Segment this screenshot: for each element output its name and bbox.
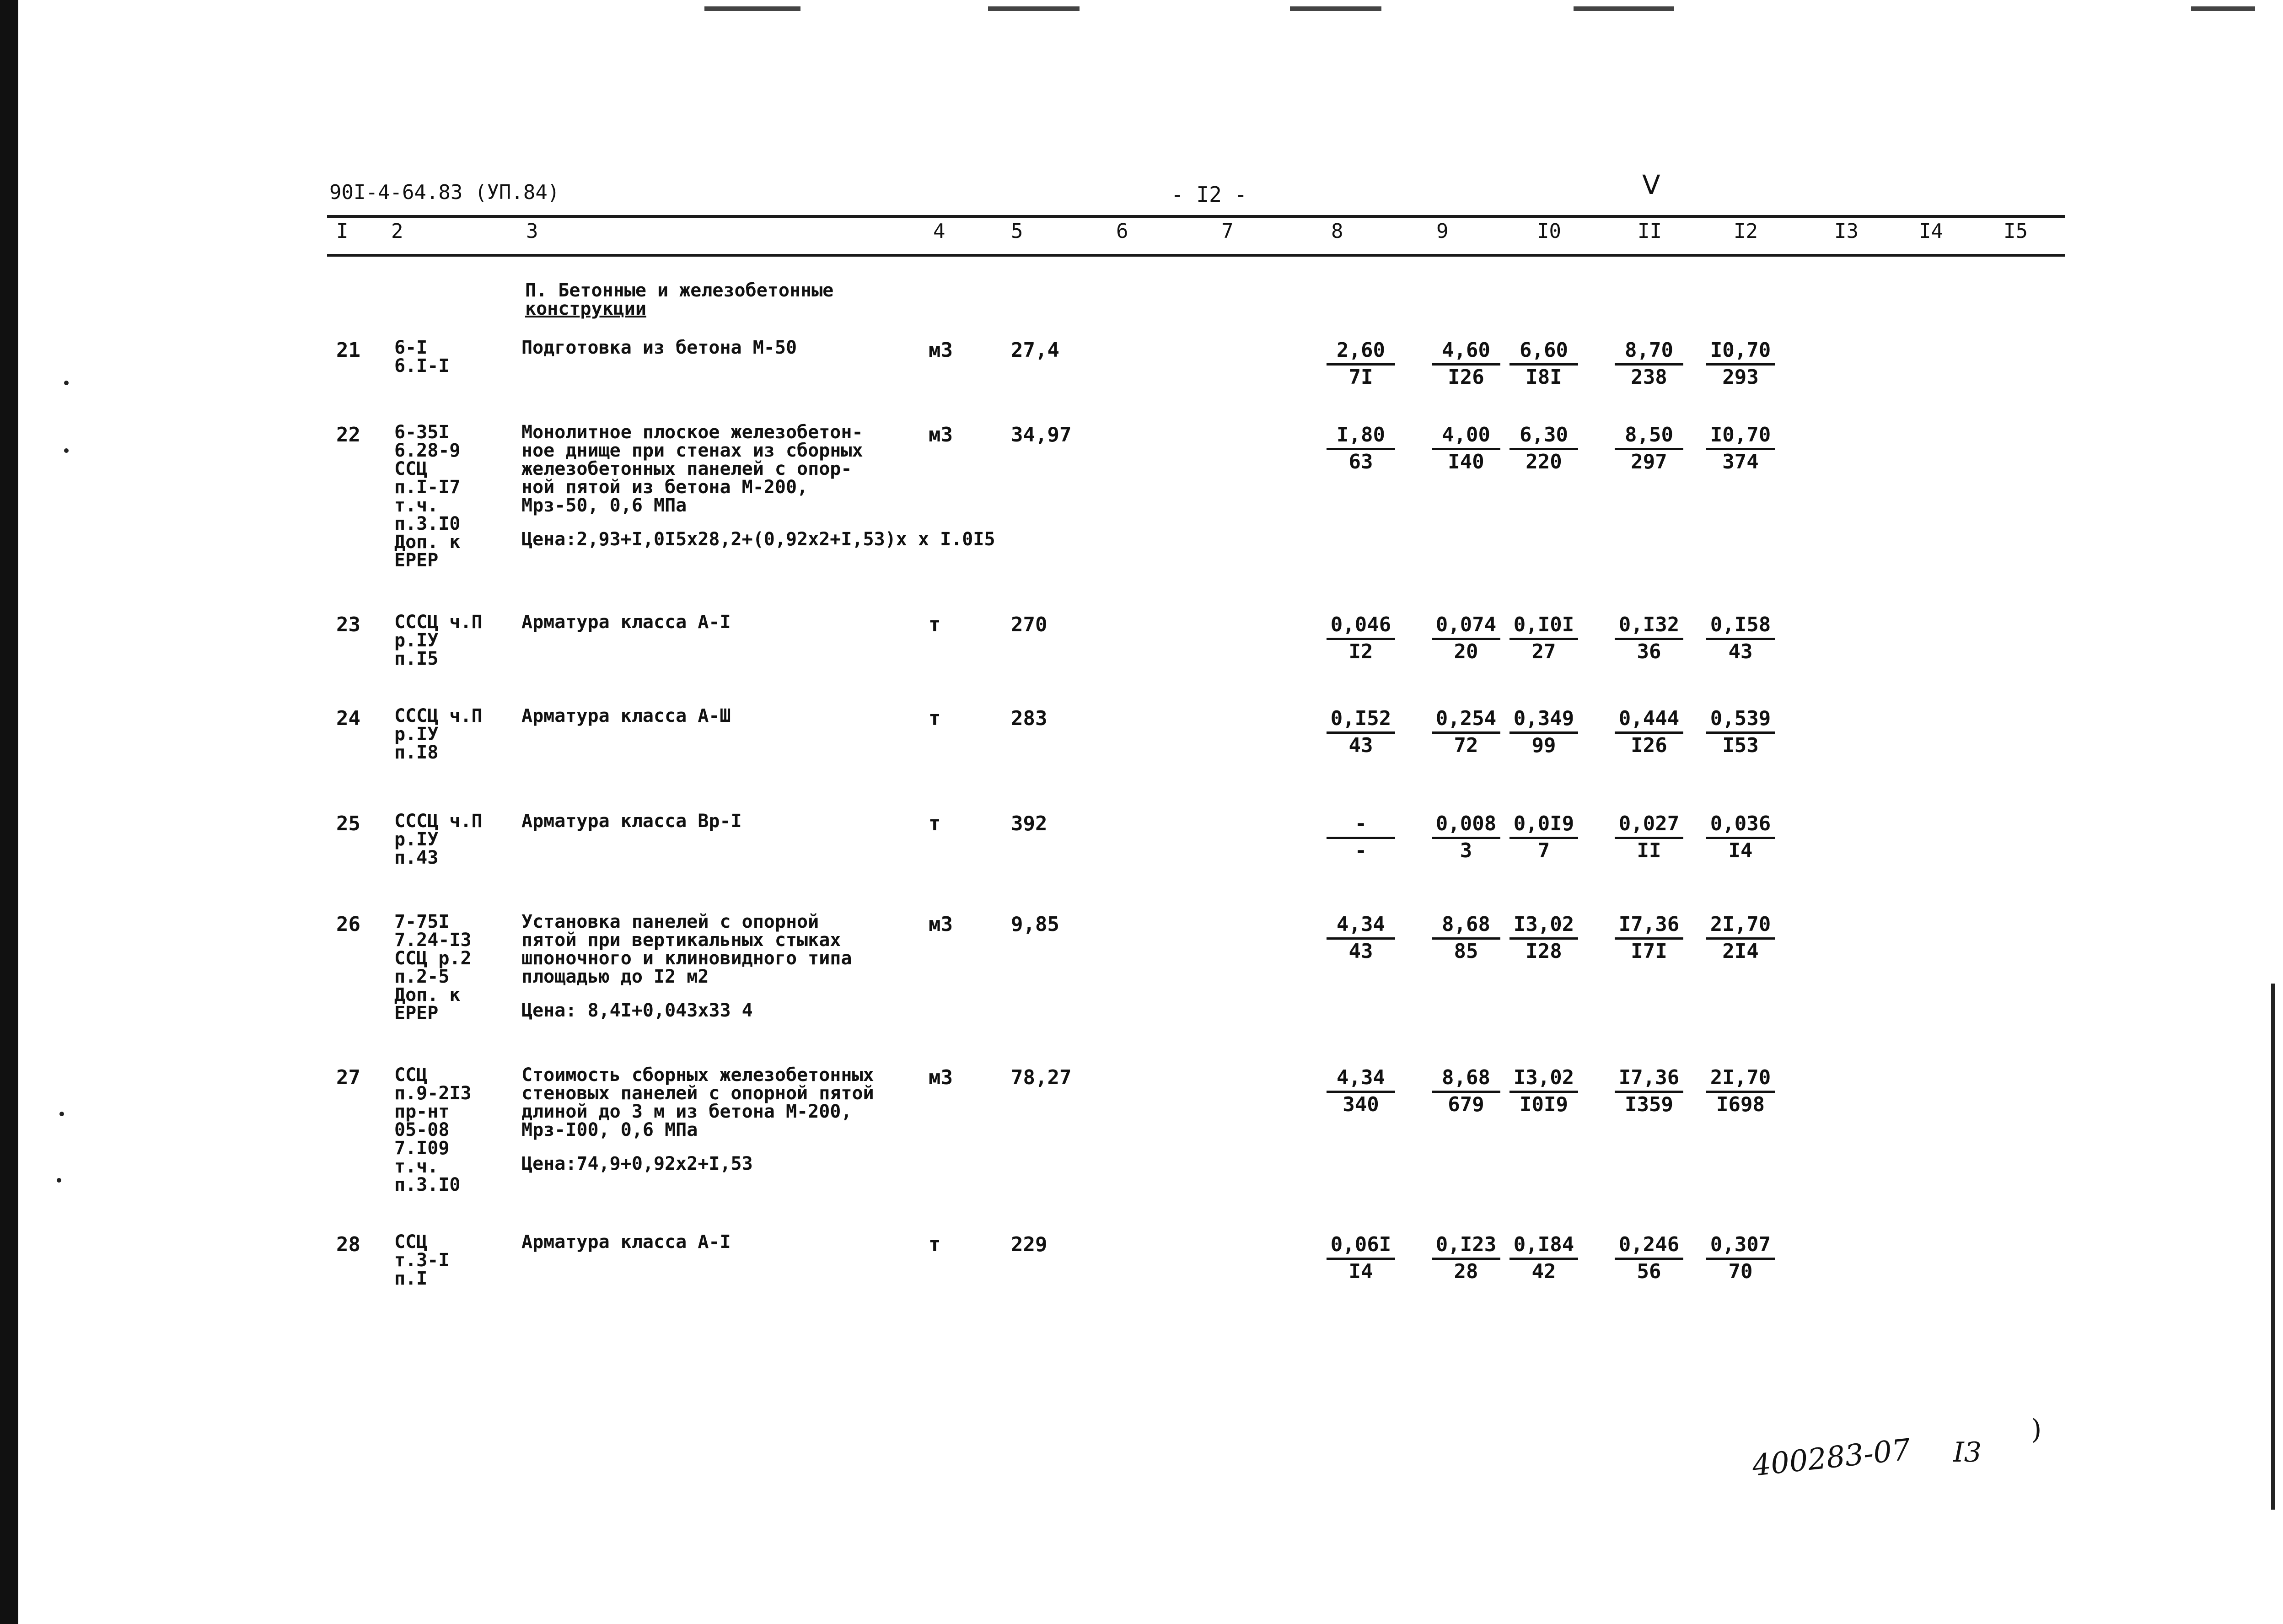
work-description: [521, 812, 742, 830]
code-line: 6.28-9: [394, 440, 461, 461]
row-number: 21: [336, 339, 360, 362]
quantity-cost-cell: [1615, 1066, 1683, 1117]
work-description: [521, 423, 995, 549]
quantity-cost-cell: [1615, 339, 1683, 389]
cost-value: I7I: [1631, 939, 1667, 963]
quantity-value: I7,36: [1615, 913, 1683, 940]
unit-price: 229: [1011, 1233, 1047, 1256]
cost-value: I53: [1722, 733, 1759, 757]
quantity-value: 0,307: [1706, 1233, 1775, 1260]
row-number: 27: [336, 1066, 360, 1089]
quantity-cost-cell: [1327, 707, 1395, 758]
row-number: 25: [336, 812, 360, 835]
row-number: 22: [336, 423, 360, 446]
check-mark: V: [1642, 169, 1660, 200]
cost-value: 3: [1460, 839, 1472, 862]
cost-value: 72: [1454, 733, 1478, 757]
code-line: 7.I09: [394, 1138, 450, 1159]
row-number: 28: [336, 1233, 360, 1256]
cost-value: I40: [1448, 450, 1484, 473]
cost-value: 340: [1343, 1092, 1379, 1116]
cost-value: 56: [1637, 1259, 1661, 1283]
unit-price: 283: [1011, 707, 1047, 730]
normative-codes: [394, 913, 472, 1022]
quantity-cost-cell: [1432, 423, 1500, 474]
work-description: [521, 707, 731, 725]
cost-value: 27: [1531, 640, 1556, 663]
unit-of-measure: т: [929, 613, 941, 636]
margin-mark: ): [2031, 1414, 2042, 1446]
unit-of-measure: м3: [929, 1066, 953, 1089]
cost-value: 297: [1631, 450, 1667, 473]
description-line: Подготовка из бетона М-50: [521, 337, 797, 358]
cost-value: 293: [1722, 365, 1759, 389]
code-line: 6.I-I: [394, 355, 450, 376]
work-description: [521, 913, 852, 1020]
quantity-value: 0,I0I: [1509, 613, 1578, 640]
unit-of-measure: м3: [929, 339, 953, 362]
quantity-value: 0,I23: [1432, 1233, 1500, 1260]
quantity-value: 0,046: [1327, 613, 1395, 640]
quantity-cost-cell: [1706, 913, 1775, 963]
cost-value: I4: [1728, 839, 1753, 862]
unit-of-measure: т: [929, 1233, 941, 1256]
code-line: п.I8: [394, 742, 439, 763]
quantity-value: 8,70: [1615, 339, 1683, 366]
code-line: 6-35I: [394, 422, 450, 443]
code-line: т.3-I: [394, 1250, 450, 1271]
quantity-cost-cell: [1327, 1066, 1395, 1117]
quantity-cost-cell: [1509, 1233, 1578, 1284]
unit-of-measure: т: [929, 707, 941, 730]
quantity-value: 0,I52: [1327, 707, 1395, 734]
unit-price: 27,4: [1011, 339, 1059, 362]
code-line: 7-75I: [394, 911, 450, 932]
cost-value: 7I: [1348, 365, 1373, 389]
code-line: п.I5: [394, 648, 439, 669]
code-line: п.2-5: [394, 966, 450, 987]
quantity-value: 0,539: [1706, 707, 1775, 734]
description-line: Арматура класса А-I: [521, 1231, 731, 1253]
quantity-cost-cell: [1432, 913, 1500, 963]
column-number: 8: [1331, 220, 1343, 243]
scan-speck: [59, 1112, 64, 1116]
cost-value: I26: [1448, 365, 1484, 389]
code-line: СССЦ ч.П: [394, 705, 483, 726]
code-line: ССЦ: [394, 458, 428, 479]
code-line: п.I: [394, 1268, 428, 1289]
quantity-value: I3,02: [1509, 1066, 1578, 1093]
cost-value: I26: [1631, 733, 1667, 757]
quantity-cost-cell: [1432, 1233, 1500, 1284]
quantity-cost-cell: [1432, 707, 1500, 758]
description-line: железобетонных панелей с опор-: [521, 458, 852, 479]
quantity-value: I0,70: [1706, 339, 1775, 366]
quantity-value: 0,074: [1432, 613, 1500, 640]
quantity-value: 0,036: [1706, 812, 1775, 839]
cost-value: I8I: [1526, 365, 1562, 389]
column-number: 9: [1436, 220, 1449, 243]
quantity-cost-cell: [1509, 423, 1578, 474]
quantity-value: 2I,70: [1706, 1066, 1775, 1093]
section-title-line1: П. Бетонные и железобетонные: [525, 280, 834, 301]
quantity-value: 0,444: [1615, 707, 1683, 734]
description-line: ное днище при стенах из сборных: [521, 440, 863, 461]
cost-value: I0I9: [1520, 1092, 1568, 1116]
cost-value: II: [1637, 839, 1661, 862]
section-title: [525, 281, 833, 318]
description-line: Установка панелей с опорной: [521, 911, 819, 932]
quantity-cost-cell: [1706, 339, 1775, 389]
scan-mark: [2191, 6, 2255, 11]
column-number: 3: [526, 220, 538, 243]
description-line: пятой при вертикальных стыках: [521, 930, 841, 951]
quantity-cost-cell: [1706, 707, 1775, 758]
quantity-cost-cell: [1509, 913, 1578, 963]
cost-value: I2: [1348, 640, 1373, 663]
normative-codes: [394, 339, 449, 375]
column-number: I3: [1834, 220, 1859, 243]
quantity-cost-cell: [1615, 1233, 1683, 1284]
scan-speck: [57, 1178, 61, 1183]
quantity-value: 2,60: [1327, 339, 1395, 366]
work-description: [521, 613, 731, 631]
code-line: п.43: [394, 847, 439, 868]
quantity-value: 0,349: [1509, 707, 1578, 734]
work-description: [521, 339, 797, 357]
cost-value: 42: [1531, 1259, 1556, 1283]
scan-mark: [704, 6, 800, 11]
price-formula: Цена: 8,4I+0,043х33 4: [521, 1000, 753, 1021]
normative-codes: [394, 812, 483, 867]
quantity-value: I,80: [1327, 423, 1395, 450]
quantity-cost-cell: [1615, 812, 1683, 863]
code-line: п.3.I0: [394, 513, 461, 534]
scan-edge-right: [2271, 984, 2275, 1510]
cost-value: 70: [1728, 1259, 1753, 1283]
quantity-cost-cell: [1706, 613, 1775, 664]
quantity-value: 2I,70: [1706, 913, 1775, 940]
quantity-value: 0,254: [1432, 707, 1500, 734]
quantity-value: I7,36: [1615, 1066, 1683, 1093]
quantity-value: 4,34: [1327, 913, 1395, 940]
quantity-value: I3,02: [1509, 913, 1578, 940]
cost-value: 679: [1448, 1092, 1484, 1116]
quantity-cost-cell: [1509, 812, 1578, 863]
cost-value: 220: [1526, 450, 1562, 473]
description-line: Арматура класса А-I: [521, 612, 731, 633]
quantity-cost-cell: [1706, 423, 1775, 474]
normative-codes: [394, 1233, 449, 1288]
cost-value: 63: [1348, 450, 1373, 473]
quantity-value: 0,06I: [1327, 1233, 1395, 1260]
cost-value: 43: [1728, 640, 1753, 663]
quantity-value: 0,I32: [1615, 613, 1683, 640]
code-line: ЕРЕР: [394, 1003, 439, 1024]
row-number: 26: [336, 913, 360, 936]
column-number: 2: [391, 220, 403, 243]
table-header-rule: [327, 254, 2065, 257]
quantity-value: 6,30: [1509, 423, 1578, 450]
description-line: Арматура класса А-Ш: [521, 705, 731, 726]
column-number: 7: [1221, 220, 1234, 243]
quantity-cost-cell: [1327, 423, 1395, 474]
quantity-value: 6,60: [1509, 339, 1578, 366]
cost-value: 374: [1722, 450, 1759, 473]
quantity-cost-cell: [1327, 1233, 1395, 1284]
code-line: Доп. к: [394, 532, 461, 553]
quantity-cost-cell: [1706, 1066, 1775, 1117]
description-line: Монолитное плоское железобетон-: [521, 422, 863, 443]
cost-value: -: [1354, 839, 1367, 862]
unit-price: 9,85: [1011, 913, 1059, 936]
column-number: 6: [1116, 220, 1128, 243]
quantity-value: 8,50: [1615, 423, 1683, 450]
quantity-cost-cell: [1432, 339, 1500, 389]
work-description: [521, 1066, 874, 1173]
unit-of-measure: м3: [929, 913, 953, 936]
cost-value: I4: [1348, 1259, 1373, 1283]
cost-value: 238: [1631, 365, 1667, 389]
quantity-cost-cell: [1509, 1066, 1578, 1117]
code-line: т.ч.: [394, 495, 439, 516]
code-line: 6-I: [394, 337, 428, 358]
column-number: I2: [1734, 220, 1758, 243]
code-line: 05-08: [394, 1119, 450, 1140]
quantity-cost-cell: [1327, 339, 1395, 389]
quantity-cost-cell: [1327, 613, 1395, 664]
unit-of-measure: т: [929, 812, 941, 835]
description-line: Стоимость сборных железобетонных: [521, 1065, 874, 1086]
quantity-cost-cell: [1615, 707, 1683, 758]
code-line: 7.24-I3: [394, 930, 472, 951]
code-line: п.9-2I3: [394, 1083, 472, 1104]
code-line: СССЦ ч.П: [394, 612, 483, 633]
quantity-cost-cell: [1706, 1233, 1775, 1284]
description-line: ной пятой из бетона М-200,: [521, 477, 808, 498]
unit-price: 392: [1011, 812, 1047, 835]
code-line: п.I-I7: [394, 477, 461, 498]
quantity-value: 0,I84: [1509, 1233, 1578, 1260]
quantity-value: 0,027: [1615, 812, 1683, 839]
cost-value: I28: [1526, 939, 1562, 963]
scan-edge-left: [0, 0, 18, 1624]
table-top-rule: [327, 215, 2065, 218]
cost-value: 43: [1348, 939, 1373, 963]
quantity-cost-cell: [1432, 1066, 1500, 1117]
quantity-cost-cell: [1509, 613, 1578, 664]
quantity-cost-cell: [1509, 707, 1578, 758]
sheet-number: I3: [1953, 1436, 1982, 1468]
column-number: I5: [2004, 220, 2028, 243]
quantity-cost-cell: [1615, 913, 1683, 963]
scan-mark: [988, 6, 1080, 11]
quantity-value: 4,00: [1432, 423, 1500, 450]
row-number: 24: [336, 707, 360, 730]
quantity-cost-cell: [1509, 339, 1578, 389]
scan-mark: [1574, 6, 1674, 11]
scan-speck: [64, 448, 69, 453]
cost-value: I359: [1625, 1092, 1673, 1116]
description-line: длиной до 3 м из бетона М-200,: [521, 1101, 852, 1122]
cost-value: 85: [1454, 939, 1478, 963]
section-title-line2: конструкции: [525, 298, 646, 319]
quantity-cost-cell: [1327, 812, 1395, 863]
code-line: р.IУ: [394, 829, 439, 850]
code-line: п.3.I0: [394, 1174, 461, 1195]
code-line: р.IУ: [394, 630, 439, 651]
cost-value: 7: [1537, 839, 1550, 862]
cost-value: 2I4: [1722, 939, 1759, 963]
description-line: Арматура класса Вр-I: [521, 811, 742, 832]
document-code: 90I-4-64.83 (УП.84): [329, 181, 560, 204]
cost-value: 36: [1637, 640, 1661, 663]
quantity-value: 4,60: [1432, 339, 1500, 366]
page-number: - I2 -: [1171, 182, 1247, 207]
code-line: СССЦ ч.П: [394, 811, 483, 832]
unit-price: 270: [1011, 613, 1047, 636]
quantity-cost-cell: [1615, 423, 1683, 474]
code-line: ЕРЕР: [394, 550, 439, 571]
unit-price: 34,97: [1011, 423, 1072, 446]
quantity-value: 8,68: [1432, 1066, 1500, 1093]
description-line: шпоночного и клиновидного типа: [521, 948, 852, 969]
column-number: I4: [1919, 220, 1943, 243]
description-line: Мрз-I00, 0,6 МПа: [521, 1119, 698, 1140]
price-formula: Цена:74,9+0,92х2+I,53: [521, 1153, 753, 1174]
column-number: I0: [1537, 220, 1561, 243]
row-number: 23: [336, 613, 360, 636]
column-number: II: [1638, 220, 1662, 243]
quantity-value: I0,70: [1706, 423, 1775, 450]
normative-codes: [394, 707, 483, 762]
cost-value: I698: [1716, 1092, 1765, 1116]
description-line: стеновых панелей с опорной пятой: [521, 1083, 874, 1104]
column-number: 4: [933, 220, 945, 243]
quantity-value: -: [1327, 812, 1395, 839]
quantity-value: 0,246: [1615, 1233, 1683, 1260]
scan-speck: [64, 381, 69, 385]
price-formula: Цена:2,93+I,0I5х28,2+(0,92х2+I,53)х х I.0I5: [521, 529, 995, 550]
handwritten-signature: 400283-07: [1751, 1433, 1912, 1483]
normative-codes: [394, 613, 483, 668]
quantity-cost-cell: [1327, 913, 1395, 963]
description-line: площадью до I2 м2: [521, 966, 709, 987]
quantity-cost-cell: [1706, 812, 1775, 863]
normative-codes: [394, 1066, 472, 1194]
scan-mark: [1290, 6, 1381, 11]
cost-value: 20: [1454, 640, 1478, 663]
code-line: т.ч.: [394, 1156, 439, 1177]
code-line: ССЦ: [394, 1231, 428, 1253]
code-line: ССЦ: [394, 1065, 428, 1086]
normative-codes: [394, 423, 461, 570]
cost-value: 99: [1531, 733, 1556, 757]
column-number: 5: [1011, 220, 1023, 243]
quantity-cost-cell: [1432, 812, 1500, 863]
quantity-value: 0,008: [1432, 812, 1500, 839]
cost-value: 43: [1348, 733, 1373, 757]
quantity-value: 4,34: [1327, 1066, 1395, 1093]
cost-value: 28: [1454, 1259, 1478, 1283]
quantity-value: 0,0I9: [1509, 812, 1578, 839]
unit-price: 78,27: [1011, 1066, 1072, 1089]
quantity-cost-cell: [1432, 613, 1500, 664]
unit-of-measure: м3: [929, 423, 953, 446]
code-line: пр-нт: [394, 1101, 450, 1122]
quantity-value: 0,I58: [1706, 613, 1775, 640]
code-line: р.IУ: [394, 724, 439, 745]
work-description: [521, 1233, 731, 1251]
quantity-cost-cell: [1615, 613, 1683, 664]
description-line: Мрз-50, 0,6 МПа: [521, 495, 687, 516]
column-number: I: [336, 220, 349, 243]
code-line: Доп. к: [394, 984, 461, 1006]
code-line: ССЦ р.2: [394, 948, 472, 969]
quantity-value: 8,68: [1432, 913, 1500, 940]
